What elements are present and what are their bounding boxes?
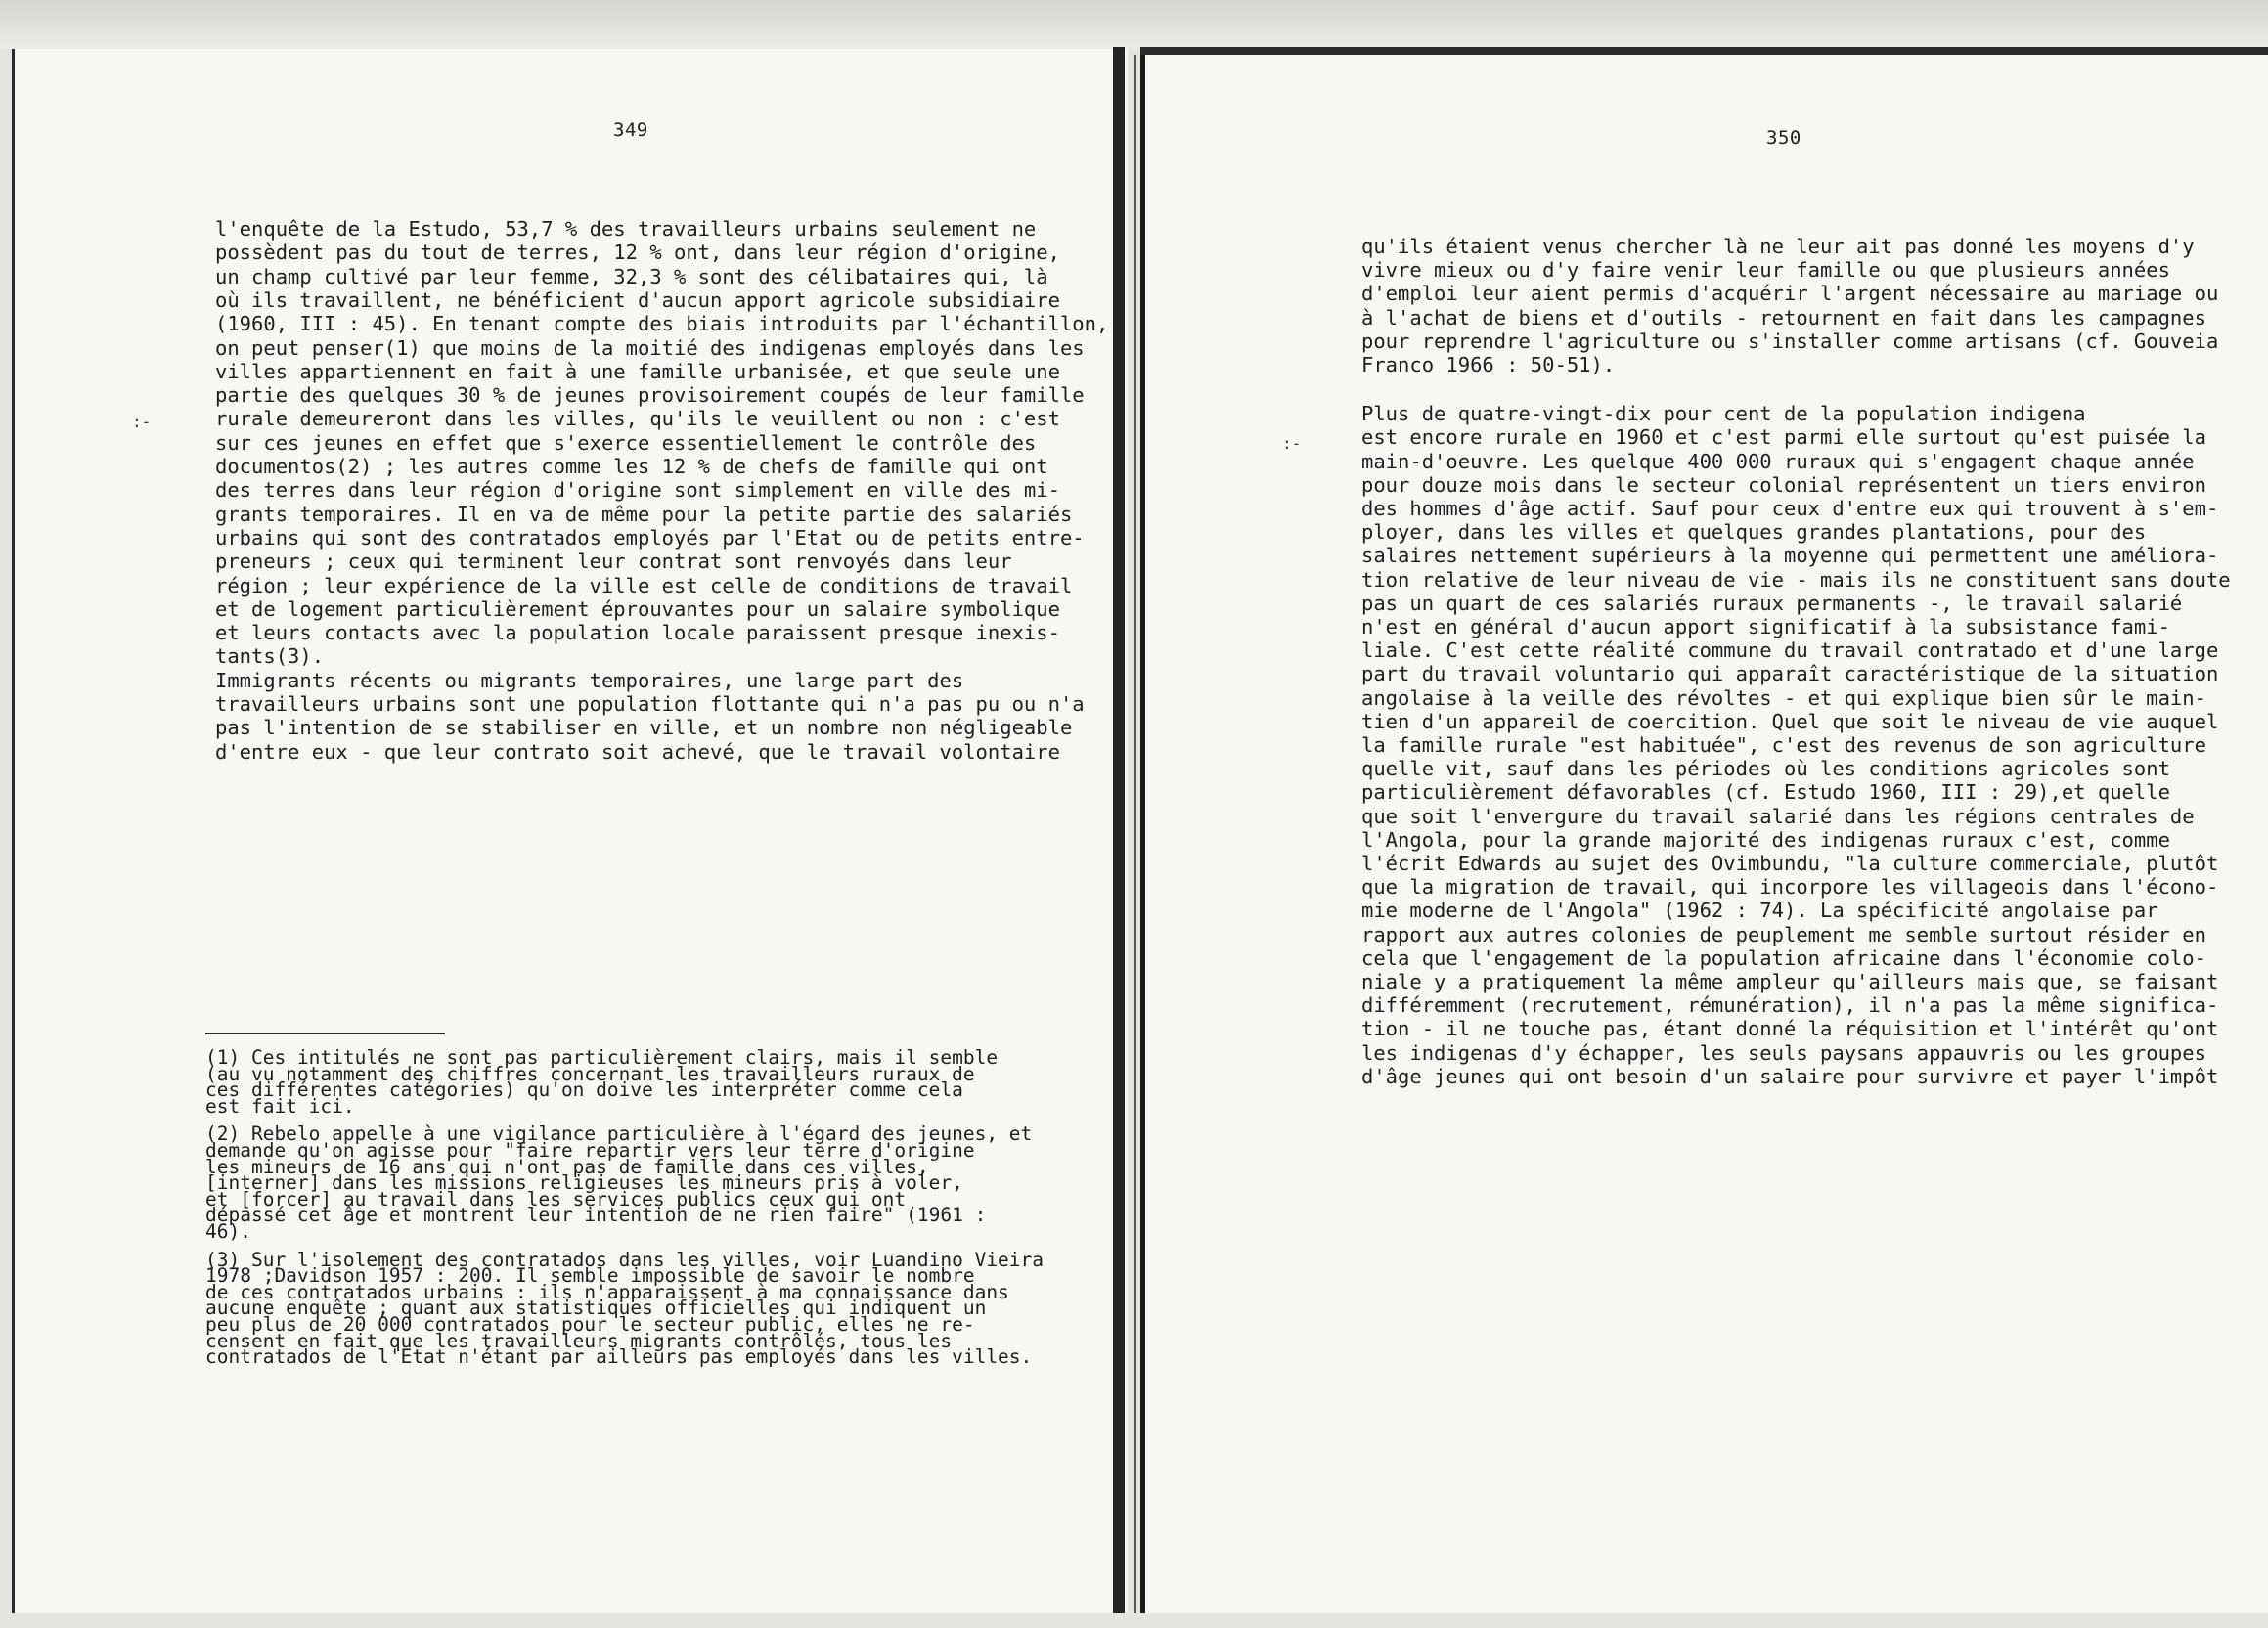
- text-line: Immigrants récents ou migrants temporaires, une large part des: [215, 668, 964, 692]
- text-line: qu'ils étaient venus chercher là ne leur ait pas donné les moyens d'y: [1361, 235, 2195, 258]
- text-line: Franco 1966 : 50-51).: [1361, 353, 1616, 376]
- page-number-349: 349: [613, 119, 648, 141]
- book-spine-shadow: [1113, 47, 1125, 1613]
- text-line: où ils travaillent, ne bénéficient d'aucun apport agricole subsidiaire: [215, 287, 1060, 312]
- text-line: particulièrement défavorables (cf. Estudo 1960, III : 29),et quelle: [1361, 780, 2170, 805]
- footnote-line: est fait ici.: [205, 1094, 355, 1118]
- text-line: part du travail voluntario qui apparaît caractéristique de la situation: [1361, 662, 2219, 686]
- text-line: d'emploi leur aient permis d'acquérir l'argent nécessaire au mariage ou: [1361, 282, 2219, 306]
- text-line: quelle vit, sauf dans les périodes où les conditions agricoles sont: [1361, 757, 2170, 781]
- text-line: preneurs ; ceux qui terminent leur contrat sont renvoyés dans leur: [215, 550, 1012, 574]
- text-line: l'Angola, pour la grande majorité des indigenas ruraux c'est, comme: [1361, 827, 2170, 852]
- text-line: tien d'un appareil de coercition. Quel que soit le niveau de vie auquel: [1361, 709, 2219, 733]
- margin-annotation-mark: :-: [1282, 434, 1302, 453]
- text-line: l'écrit Edwards au sujet des Ovimbundu, "la culture commerciale, plutôt: [1361, 852, 2219, 875]
- text-line: mie moderne de l'Angola" (1962 : 74). La spécificité angolaise par: [1361, 899, 2158, 923]
- text-line: et leurs contacts avec la population locale paraissent presque inexis-: [215, 621, 1060, 645]
- text-line: tants(3).: [215, 644, 325, 669]
- footnote-line: contratados de l'Etat n'étant par ailleurs pas employés dans les villes.: [205, 1345, 1033, 1369]
- text-line: main-d'oeuvre. Les quelque 400 000 ruraux qui s'engagent chaque année: [1361, 449, 2195, 473]
- footnote-line: [interner] dans les missions religieuses les mineurs pris à voler,: [205, 1171, 963, 1195]
- footnote-line: (2) Rebelo appelle à une vigilance particulière à l'égard des jeunes, et: [205, 1122, 1033, 1146]
- footnote-line: 1978 ;Davidson 1957 : 200. Il semble impossible de savoir le nombre: [205, 1264, 975, 1288]
- page-gutter-line: [1134, 55, 1136, 1613]
- text-line: (1960, III : 45). En tenant compte des biais introduits par l'échantillon,: [215, 312, 1109, 336]
- footnote-line: de ces contratados urbains : ils n'apparaissent à ma connaissance dans: [205, 1280, 1009, 1303]
- text-line: cela que l'engagement de la population africaine dans l'économie colo-: [1361, 946, 2206, 970]
- left-page: [12, 49, 1128, 1613]
- text-line: que soit l'envergure du travail salarié dans les régions centrales de: [1361, 804, 2195, 828]
- text-line: documentos(2) ; les autres comme les 12 % de chefs de famille qui ont: [215, 455, 1048, 478]
- text-line: d'entre eux - que leur contrato soit achevé, que le travail volontaire: [215, 739, 1060, 764]
- text-line: pour douze mois dans le secteur colonial représentent un tiers environ: [1361, 472, 2206, 497]
- text-line: l'enquête de la Estudo, 53,7 % des travailleurs urbains seulement ne: [215, 217, 1037, 241]
- footnote-line: censent en fait que les travailleurs migrants contrôlés, tous les: [205, 1329, 953, 1352]
- text-line: pour reprendre l'agriculture ou s'installer comme artisans (cf. Gouveia: [1361, 329, 2219, 353]
- footnote-line: (1) Ces intitulés ne sont pas particulièrement clairs, mais il semble: [205, 1046, 999, 1069]
- text-line: tion - il ne touche pas, étant donné la réquisition et l'intérêt qu'ont: [1361, 1017, 2219, 1041]
- footnote-line: demande qu'on agisse pour "faire repartir vers leur terre d'origine: [205, 1139, 975, 1162]
- text-line: la famille rurale "est habituée", c'est des revenus de son agriculture: [1361, 733, 2206, 757]
- footnote-separator-rule: [205, 1033, 445, 1034]
- footnote-line: aucune enquête ; quant aux statistiques officielles qui indiquent un: [205, 1297, 987, 1320]
- text-line: d'âge jeunes qui ont besoin d'un salaire pour survivre et payer l'impôt: [1361, 1064, 2219, 1088]
- text-line: n'est en général d'aucun apport significatif à la subsistance fami-: [1361, 615, 2170, 638]
- text-line: et de logement particulièrement éprouvantes pour un salaire symbolique: [215, 596, 1060, 621]
- text-line: que la migration de travail, qui incorpore les villageois dans l'écono-: [1361, 875, 2219, 900]
- footnote-line: dépassé cet âge et montrent leur intention de ne rien faire" (1961 :: [205, 1204, 987, 1227]
- text-line: pas un quart de ces salariés ruraux permanents -, le travail salarié: [1361, 591, 2183, 615]
- text-line: liale. C'est cette réalité commune du travail contratado et d'une large: [1361, 638, 2219, 663]
- text-line: angolaise à la veille des révoltes - et qui explique bien sûr le main-: [1361, 685, 2206, 710]
- text-line: vivre mieux ou d'y faire venir leur famille ou que plusieurs années: [1361, 258, 2170, 283]
- footnote-line: (3) Sur l'isolement des contratados dans les villes, voir Luandino Vieira: [205, 1248, 1045, 1271]
- text-line: rurale demeureront dans les villes, qu'ils le veuillent ou non : c'est: [215, 407, 1060, 431]
- text-line: ployer, dans les villes et quelques grandes plantations, pour des: [1361, 520, 2147, 545]
- footnote-line: (au vu notamment des chiffres concernant les travailleurs ruraux de: [205, 1062, 975, 1085]
- text-line: possèdent pas du tout de terres, 12 % ont, dans leur région d'origine,: [215, 241, 1060, 265]
- text-line: région ; leur expérience de la ville est celle de conditions de travail: [215, 573, 1073, 597]
- text-line: des terres dans leur région d'origine sont simplement en ville des mi-: [215, 478, 1060, 503]
- margin-annotation-mark: :-: [132, 413, 152, 431]
- text-line: Plus de quatre-vingt-dix pour cent de la population indigena: [1361, 402, 2086, 426]
- text-line: grants temporaires. Il en va de même pour la petite partie des salariés: [215, 502, 1073, 526]
- footnote-line: ces différentes catégories) qu'on doive les interpréter comme cela: [205, 1078, 963, 1102]
- text-line: différemment (recrutement, rémunération), il n'a pas la même significa-: [1361, 993, 2219, 1018]
- page-number-350: 350: [1766, 127, 1801, 149]
- text-line: partie des quelques 30 % de jeunes provisoirement coupés de leur famille: [215, 383, 1085, 408]
- text-line: à l'achat de biens et d'outils - retournent en fait dans les campagnes: [1361, 305, 2206, 330]
- footnote-line: peu plus de 20 000 contratados pour le secteur public, elles ne re-: [205, 1313, 975, 1336]
- text-line: tion relative de leur niveau de vie - mais ils ne constituent sans doute: [1361, 567, 2231, 592]
- text-line: est encore rurale en 1960 et c'est parmi elle surtout qu'est puisée la: [1361, 425, 2206, 450]
- text-line: sur ces jeunes en effet que s'exerce essentiellement le contrôle des: [215, 430, 1037, 455]
- footnote-line: 46).: [205, 1220, 251, 1243]
- scan-background-top: [0, 0, 2268, 49]
- text-line: un champ cultivé par leur femme, 32,3 % sont des célibataires qui, là: [215, 264, 1048, 288]
- footnote-line: les mineurs de 16 ans qui n'ont pas de famille dans ces villes,: [205, 1155, 929, 1178]
- text-line: rapport aux autres colonies de peuplement me semble surtout résider en: [1361, 922, 2206, 946]
- text-line: on peut penser(1) que moins de la moitié des indigenas employés dans les: [215, 335, 1085, 360]
- text-line: travailleurs urbains sont une population flottante qui n'a pas pu ou n'a: [215, 692, 1085, 716]
- right-page: [1140, 55, 2268, 1613]
- text-line: pas l'intention de se stabiliser en ville, et un nombre non négligeable: [215, 716, 1073, 740]
- text-line: villes appartiennent en fait à une famille urbanisée, et que seule une: [215, 359, 1060, 383]
- text-line: des hommes d'âge actif. Sauf pour ceux d'entre eux qui trouvent à s'em-: [1361, 497, 2219, 520]
- text-line: les indigenas d'y échapper, les seuls paysans appauvris ou les groupes: [1361, 1040, 2206, 1065]
- footnote-line: et [forcer] au travail dans les services publics ceux qui ont: [205, 1187, 907, 1210]
- text-line: urbains qui sont des contratados employés par l'Etat ou de petits entre-: [215, 525, 1085, 550]
- text-line: salaires nettement supérieurs à la moyenne qui permettent une améliora-: [1361, 544, 2219, 568]
- text-line: niale y a pratiquement la même ampleur qu'ailleurs mais que, se faisant: [1361, 970, 2219, 993]
